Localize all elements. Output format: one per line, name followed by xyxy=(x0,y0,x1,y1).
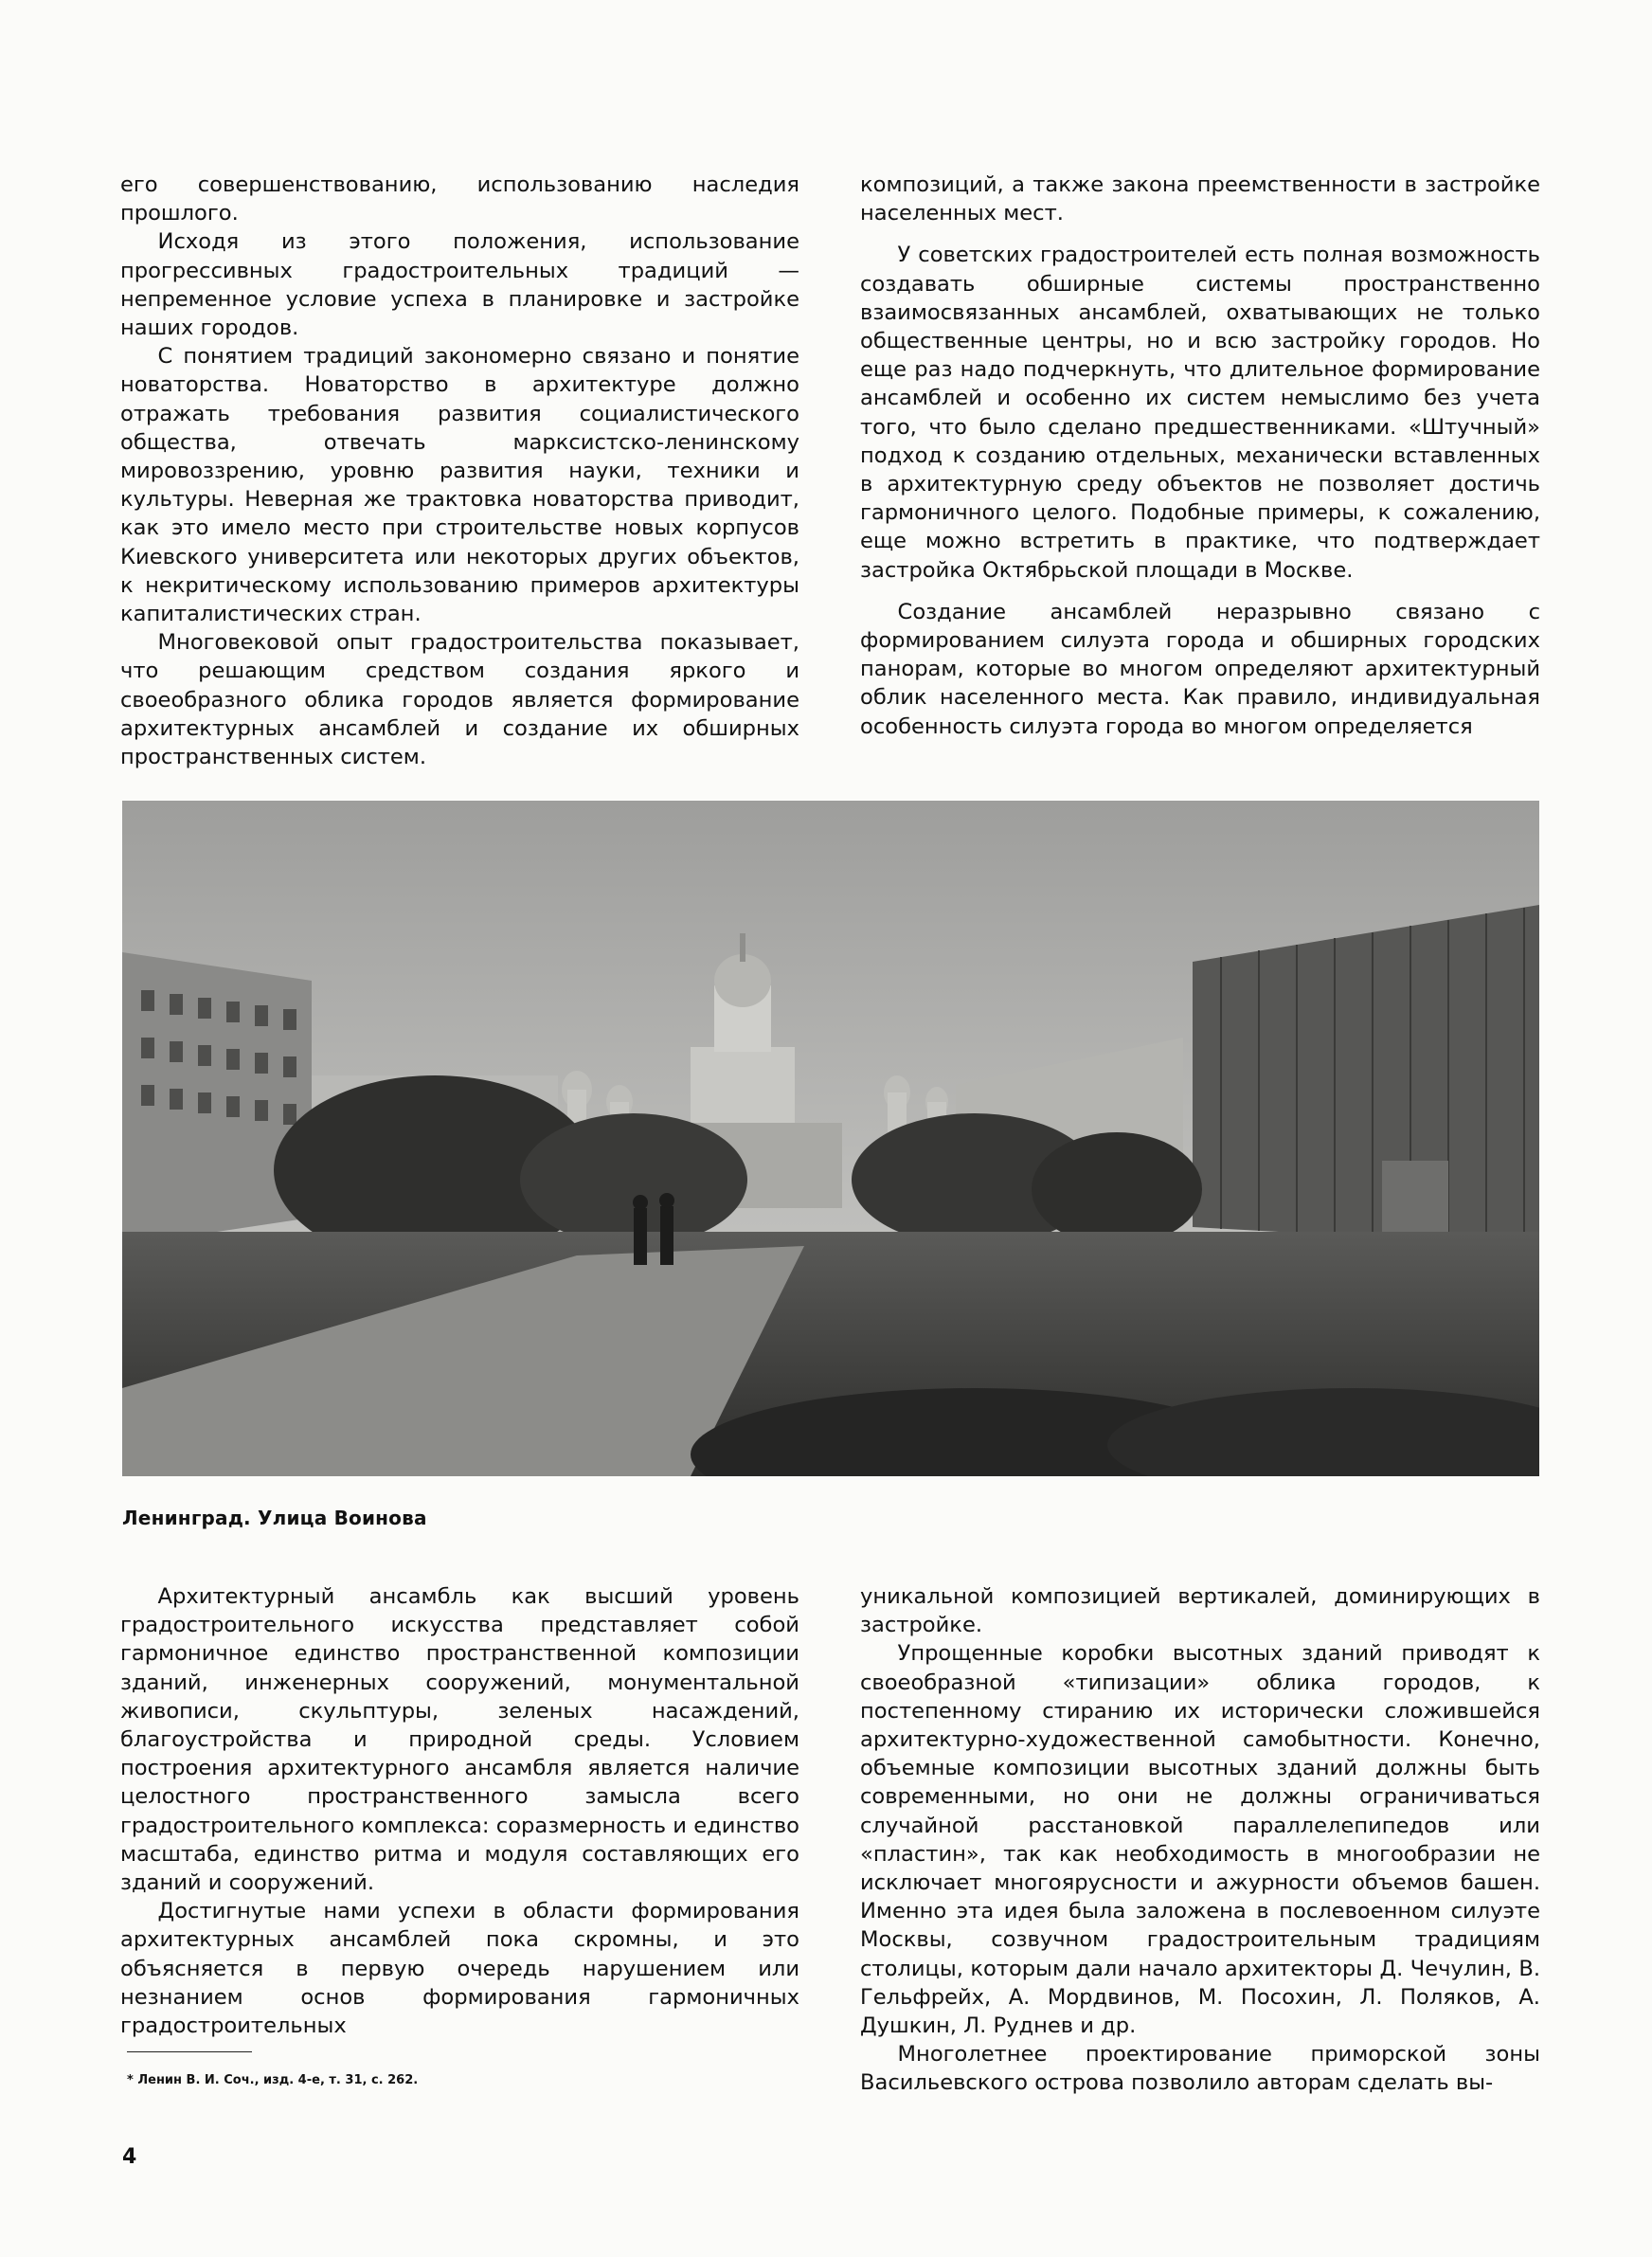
paragraph: композиций, а также закона преемственности в застройке населенных мест. xyxy=(860,172,1540,226)
paragraph: его совершенствованию, использованию наследия прошлого. xyxy=(120,172,799,226)
paragraph: Упрощенные коробки высотных зданий приводят к своеобразной «типизации» облика городов, к постепенному стиранию их исторически сложившейся архитектурно-художественной самобытности. Конечно, объемные композиции высотных зданий должны быть современными, но они не должны ограничиваться случайной расстановкой параллелепипедов или «пластин», так как необходимость в многообразии не исключает многоярусности и ажурности объемов башен. Именно эта идея была заложена в послевоенном силуэте Москвы, созвучном градостроительным традициям столицы, которым дали начало архитекторы Д. Чечулин, В. Гельфрейх, А. Мордвинов, М. Посохин, Л. Поляков, А. Душкин, Л. Руднев и др. xyxy=(860,1641,1540,2039)
page-number: 4 xyxy=(122,2145,137,2169)
photo-caption: Ленинград. Улица Воинова xyxy=(122,1507,427,1529)
paragraph: С понятием традиций закономерно связано и понятие новаторства. Новаторство в архитектуре должно отражать требования развития социалистического общества, отвечать марксистско-ленинскому мировоззрению, уровню развития науки, техники и культуры. Неверная же трактовка новаторства приводит, как это имело место при строительстве новых корпусов Киевского университета или некоторых других объектов, к некритическому использованию примеров архитектуры капиталистических стран. xyxy=(120,344,799,627)
text-column-bottom-left xyxy=(120,1582,799,2040)
text-column-top-left xyxy=(120,171,799,771)
paragraph: Создание ансамблей неразрывно связано с формированием силуэта города и обширных городских панорам, которые во многом определяют архитектурный облик населенного места. Как правило, индивидуальная особенность силуэта города во многом определяется xyxy=(860,599,1540,739)
paragraph: У советских градостроителей есть полная возможность создавать обширные системы пространственно взаимосвязанных ансамблей, охватывающих не только общественные центры, но и всю застройку городов. Но еще раз надо подчеркнуть, что длительное формирование ансамблей и особенно их систем немыслимо без учета того, что было сделано предшественниками. «Штучный» подход к созданию отдельных, механически вставленных в архитектурную среду объектов не позволяет достичь гармоничного целого. Подобные примеры, к сожалению, еще можно встретить в практике, что подтверждает застройка Октябрьской площади в Москве. xyxy=(860,243,1540,583)
paragraph: уникальной композицией вертикалей, доминирующих в застройке. xyxy=(860,1584,1540,1638)
footnote: * Ленин В. И. Соч., изд. 4-е, т. 31, с. 262. xyxy=(127,2073,419,2087)
paragraph: Многовековой опыт градостроительства показывает, что решающим средством создания яркого и своеобразного облика городов является формирование архитектурных ансамблей и создание их обширных пространственных систем. xyxy=(120,630,799,770)
footnote-divider xyxy=(127,2051,252,2052)
text-column-top-right xyxy=(860,171,1540,741)
paragraph: Многолетнее проектирование приморской зоны Васильевского острова позволило авторам сделать вы- xyxy=(860,2042,1540,2096)
text-column-bottom-right xyxy=(860,1582,1540,2098)
paragraph: Достигнутые нами успехи в области формирования архитектурных ансамблей пока скромны, и это объясняется в первую очередь нарушением или незнанием основ формирования гармоничных градостроительных xyxy=(120,1899,799,2039)
paragraph: Архитектурный ансамбль как высший уровень градостроительного искусства представляет собой гармоничное единство пространственной композиции зданий, инженерных сооружений, монументальной живописи, скульптуры, зеленых насаждений, благоустройства и природной среды. Условием построения архитектурного ансамбля является наличие целостного пространственного замысла всего градостроительного комплекса: соразмерность и единство масштаба, единство ритма и модуля составляющих его зданий и сооружений. xyxy=(120,1584,799,1896)
street-photograph xyxy=(122,801,1539,1476)
paragraph: Исходя из этого положения, использование прогрессивных градостроительных традиций — непременное условие успеха в планировке и застройке наших городов. xyxy=(120,229,799,341)
